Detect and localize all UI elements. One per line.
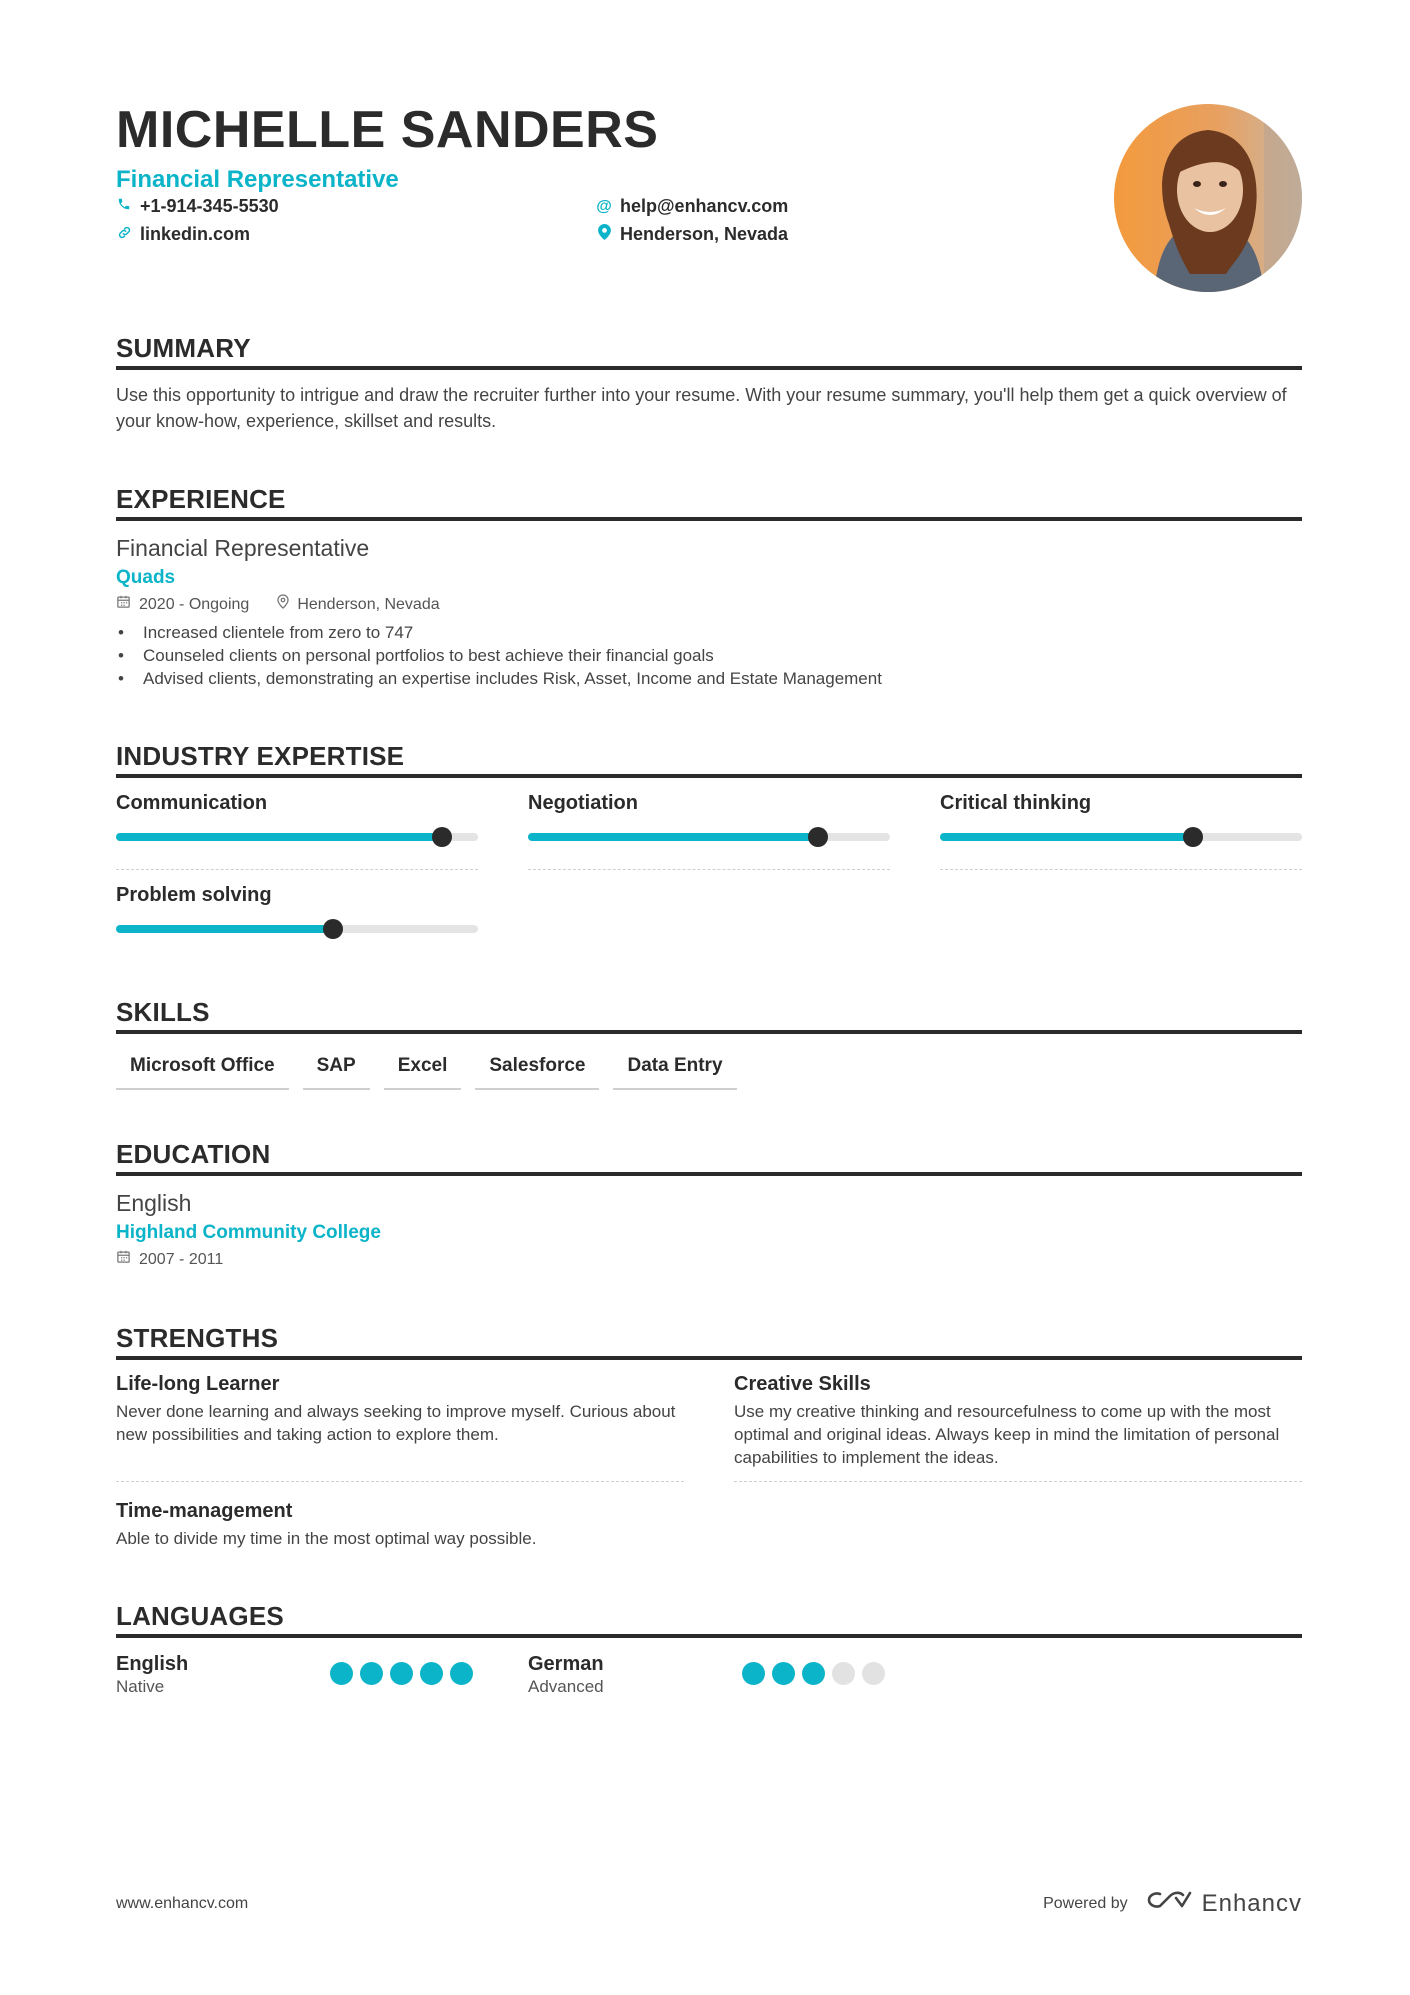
list-item: • Advised clients, demonstrating an expertise includes Risk, Asset, Income and Estate Management <box>116 667 1302 690</box>
expertise-label: Communication <box>116 792 268 814</box>
language-dot-empty <box>832 1662 855 1685</box>
brand-logo[interactable] <box>1146 1888 1302 1919</box>
expertise-section <box>116 740 1302 940</box>
strength-title: Creative Skills <box>734 1373 871 1395</box>
strength-item <box>116 1497 684 1550</box>
list-item: • Counseled clients on personal portfolios to best achieve their financial goals <box>116 644 1302 667</box>
language-dot-filled <box>420 1662 443 1685</box>
language-dots <box>330 1662 473 1685</box>
list-item: • Increased clientele from zero to 747 <box>116 621 1302 644</box>
expertise-bar <box>940 833 1302 841</box>
strengths-section <box>116 1322 1302 1562</box>
expertise-bar-knob <box>323 919 343 939</box>
job-bullets <box>116 621 1302 690</box>
education-meta <box>116 1248 1302 1272</box>
expertise-bar-fill <box>528 833 818 841</box>
job-dates-text: 2020 - Ongoing <box>139 596 250 613</box>
education-dates <box>116 1248 223 1272</box>
language-name: German <box>528 1653 604 1675</box>
language-item-english <box>116 1652 478 1708</box>
contact-phone[interactable] <box>116 196 279 217</box>
skill-tag: SAP <box>303 1048 370 1090</box>
summary-heading: SUMMARY <box>116 332 1302 370</box>
strength-title: Life-long Learner <box>116 1373 280 1395</box>
language-dot-filled <box>450 1662 473 1685</box>
strength-item <box>116 1370 684 1482</box>
contact-linkedin[interactable] <box>116 224 250 245</box>
skill-tag: Microsoft Office <box>116 1048 289 1090</box>
languages-section <box>116 1600 1302 1710</box>
expertise-bar <box>116 833 478 841</box>
expertise-bar-fill <box>940 833 1193 841</box>
expertise-bar-fill <box>116 925 333 933</box>
expertise-item-communication <box>116 790 478 870</box>
email-text: help@enhancv.com <box>620 196 789 216</box>
powered-by-text: Powered by <box>1043 1894 1128 1912</box>
contact-location <box>596 224 788 245</box>
language-dots <box>742 1662 885 1685</box>
strength-text: Never done learning and always seeking to improve myself. Curious about new possibilities and taking action to explore them. <box>116 1402 676 1444</box>
language-name: English <box>116 1653 189 1675</box>
expertise-item-problem-solving <box>116 882 478 962</box>
skill-tag: Data Entry <box>613 1048 736 1090</box>
job-location-text: Henderson, Nevada <box>297 596 440 613</box>
skills-heading: SKILLS <box>116 996 1302 1034</box>
strengths-heading: STRENGTHS <box>116 1322 1302 1360</box>
linkedin-text: linkedin.com <box>140 224 251 244</box>
education-section <box>116 1138 1302 1272</box>
expertise-label: Negotiation <box>528 792 638 814</box>
language-level: Advanced <box>528 1677 604 1696</box>
expertise-bar <box>116 925 478 933</box>
profile-photo <box>1114 104 1302 292</box>
language-item-german <box>528 1652 890 1708</box>
at-icon: @ <box>596 197 612 215</box>
job-location <box>277 593 439 617</box>
calendar-icon <box>116 1248 131 1272</box>
phone-icon <box>116 197 132 216</box>
skills-list <box>116 1048 1302 1090</box>
phone-text: +1-914-345-5530 <box>140 196 279 216</box>
job-dates <box>116 593 249 617</box>
calendar-icon <box>116 593 131 617</box>
language-dot-filled <box>742 1662 765 1685</box>
expertise-label: Problem solving <box>116 884 272 906</box>
skills-section <box>116 996 1302 1090</box>
expertise-bar-knob <box>1183 827 1203 847</box>
education-school: Highland Community College <box>116 1222 381 1243</box>
education-dates-text: 2007 - 2011 <box>139 1251 224 1268</box>
language-dot-filled <box>390 1662 413 1685</box>
education-degree: English <box>116 1190 192 1216</box>
location-pin-icon <box>596 224 612 245</box>
expertise-bar-knob <box>808 827 828 847</box>
footer-branding <box>1043 1888 1302 1919</box>
enhancv-logo-icon <box>1146 1888 1192 1919</box>
experience-heading: EXPERIENCE <box>116 483 1302 521</box>
expertise-item-negotiation <box>528 790 890 870</box>
expertise-item-critical-thinking <box>940 790 1302 870</box>
job-entry <box>116 533 1302 690</box>
candidate-title: Financial Representative <box>116 166 399 193</box>
location-pin-icon <box>277 593 289 617</box>
strength-title: Time-management <box>116 1500 293 1522</box>
candidate-name: MICHELLE SANDERS <box>116 101 659 159</box>
job-title: Financial Representative <box>116 535 370 561</box>
contact-email[interactable] <box>596 196 788 217</box>
strength-text: Able to divide my time in the most optimal way possible. <box>116 1529 537 1548</box>
expertise-bar-knob <box>432 827 452 847</box>
expertise-heading: INDUSTRY EXPERTISE <box>116 740 1302 778</box>
strength-text: Use my creative thinking and resourcefulness to come up with the most optimal and original ideas. Always keep in mind the limitation of personal capabilities to implement the ideas. <box>734 1402 1280 1467</box>
language-dot-filled <box>360 1662 383 1685</box>
expertise-bar-fill <box>116 833 442 841</box>
strength-item <box>734 1370 1302 1482</box>
link-icon <box>116 225 132 245</box>
job-company: Quads <box>116 567 176 588</box>
location-text: Henderson, Nevada <box>620 224 789 244</box>
job-meta <box>116 593 1302 617</box>
footer-url[interactable]: www.enhancv.com <box>116 1895 249 1912</box>
summary-text: Use this opportunity to intrigue and draw the recruiter further into your resume. With your resume summary, you'll help them get a quick overview of your know-how, experience, skillset and results. <box>116 385 1287 431</box>
experience-section <box>116 483 1302 690</box>
resume-header <box>116 98 1302 298</box>
skill-tag: Excel <box>384 1048 462 1090</box>
language-dot-filled <box>772 1662 795 1685</box>
education-heading: EDUCATION <box>116 1138 1302 1176</box>
brand-name: Enhancv <box>1201 1889 1302 1917</box>
language-dot-filled <box>330 1662 353 1685</box>
language-level: Native <box>116 1677 165 1696</box>
language-dot-filled <box>802 1662 825 1685</box>
skill-tag: Salesforce <box>475 1048 599 1090</box>
expertise-label: Critical thinking <box>940 792 1092 814</box>
languages-heading: LANGUAGES <box>116 1600 1302 1638</box>
language-dot-empty <box>862 1662 885 1685</box>
summary-section <box>116 332 1302 434</box>
expertise-bar <box>528 833 890 841</box>
